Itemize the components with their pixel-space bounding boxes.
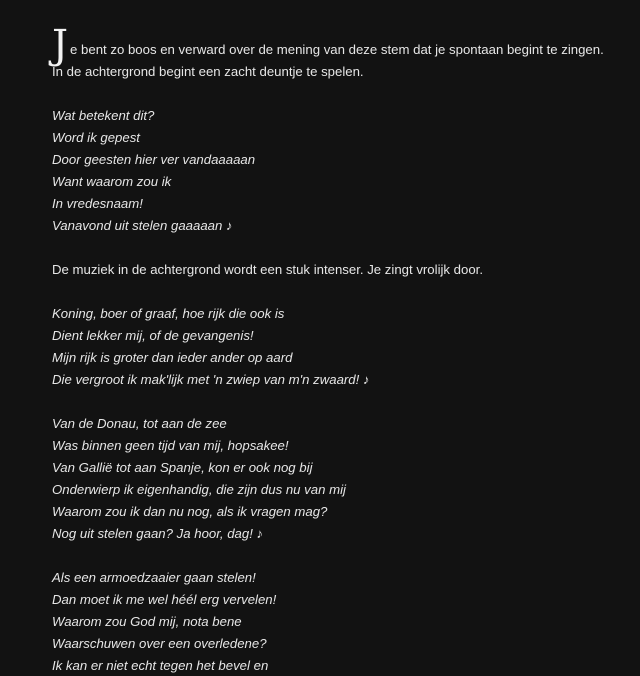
lyric-line: Door geesten hier ver vandaaaaan	[52, 152, 256, 167]
intro-paragraph	[52, 22, 612, 83]
spacer	[52, 83, 612, 105]
dropcap-letter: J	[52, 22, 69, 68]
stanza-3	[52, 413, 612, 545]
lyric-line: Was binnen geen tijd van mij, hopsakee!	[52, 438, 289, 453]
lyric-line: Waarom zou God mij, nota bene	[52, 614, 242, 629]
lyric-line: Als een armoedzaaier gaan stelen!	[52, 570, 256, 585]
narration-paragraph: De muziek in de achtergrond wordt een stuk intenser. Je zingt vrolijk door.	[52, 262, 484, 277]
intro-line-2: In de achtergrond begint een zacht deuntje te spelen.	[52, 64, 364, 79]
lyric-line: Van de Donau, tot aan de zee	[52, 416, 227, 431]
spacer	[52, 281, 612, 303]
lyric-line: Dan moet ik me wel héél erg vervelen!	[52, 592, 277, 607]
spacer	[52, 545, 612, 567]
lyric-line: Waarschuwen over een overledene?	[52, 636, 267, 651]
story-text	[52, 22, 612, 676]
stanza-2	[52, 303, 612, 391]
lyric-line: Wat betekent dit?	[52, 108, 155, 123]
lyric-line: Onderwierp ik eigenhandig, die zijn dus nu van mij	[52, 482, 346, 497]
lyric-line: Mijn rijk is groter dan ieder ander op aard	[52, 350, 293, 365]
lyric-line: Ik kan er niet echt tegen het bevel en	[52, 658, 269, 673]
stanza-1	[52, 105, 612, 237]
spacer	[52, 237, 612, 259]
lyric-line: In vredesnaam!	[52, 196, 143, 211]
lyric-line: Word ik gepest	[52, 130, 140, 145]
lyric-line: Die vergroot ik mak'lijk met 'n zwiep van m'n zwaard! ♪	[52, 372, 370, 387]
intro-line-1-text: e bent zo boos en verward over de mening van deze stem dat je spontaan begint te zingen.	[70, 42, 604, 57]
lyric-line: Dient lekker mij, of de gevangenis!	[52, 328, 254, 343]
intro-line-1	[52, 22, 612, 68]
lyric-line: Vanavond uit stelen gaaaaan ♪	[52, 218, 233, 233]
lyric-line: Waarom zou ik dan nu nog, als ik vragen mag?	[52, 504, 328, 519]
lyric-line: Nog uit stelen gaan? Ja hoor, dag! ♪	[52, 526, 264, 541]
stanza-4	[52, 567, 612, 676]
lyric-line: Want waarom zou ik	[52, 174, 172, 189]
lyric-line: Koning, boer of graaf, hoe rijk die ook is	[52, 306, 285, 321]
lyric-line: Van Gallië tot aan Spanje, kon er ook nog bij	[52, 460, 313, 475]
spacer	[52, 391, 612, 413]
